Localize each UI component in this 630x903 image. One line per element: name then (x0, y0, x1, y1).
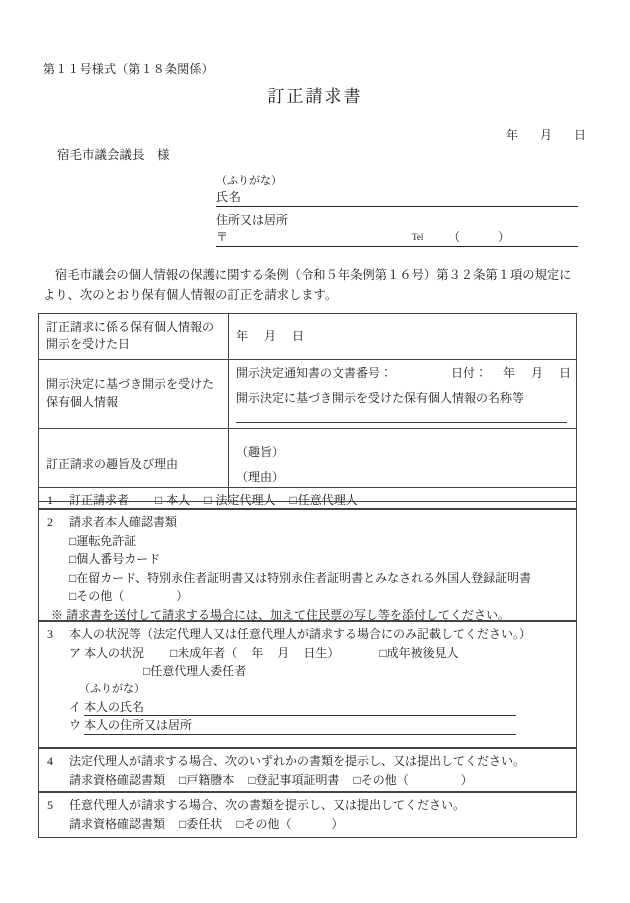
checkbox-minor[interactable]: □未成年者（ (170, 645, 238, 660)
notice-date-group (451, 365, 571, 382)
checkbox-voluntary-representative[interactable]: □ (289, 493, 297, 507)
row-value-disclosed-info[interactable] (229, 359, 577, 428)
date-month-label: 月 (539, 128, 552, 142)
postal-code-icon: 〒 (216, 229, 229, 244)
section-5-voluntary-representative (38, 792, 577, 838)
applicant-furigana-label: （ふりがな） (216, 175, 282, 187)
checkbox-other-document[interactable]: □その他（ (353, 772, 409, 787)
applicant-block (216, 175, 578, 247)
checkbox-voluntary-representative-label: 任意代理人 (297, 493, 358, 507)
section-1-requester (38, 487, 577, 509)
section-2-title: 請求者本人確認書類 (69, 515, 178, 529)
section-4-documents-line (47, 771, 568, 790)
section-5-documents-line (47, 815, 568, 834)
section-5-number: 5 (47, 798, 53, 812)
year-label: 年 (236, 328, 249, 343)
item-u-marker: ウ (69, 718, 82, 733)
checkbox-family-register[interactable]: □戸籍謄本 (179, 772, 235, 787)
applicant-name-label-second: 名 (229, 189, 243, 204)
minor-birth-month: 月 (277, 645, 290, 660)
minor-birth-day: 日生） (303, 645, 340, 660)
document-number-label: 開示決定通知書の文書番号： (236, 365, 393, 380)
checkbox-other-label: □その他（ (69, 589, 125, 604)
document-date-line (506, 126, 586, 144)
applicant-address-field[interactable] (216, 229, 578, 247)
row-label-disclosed-info: 開示決定に基づき開示を受けた保有個人情報 (39, 359, 229, 428)
checkbox-other-close: ） (460, 772, 473, 787)
checkbox-self-label: 本人 (166, 493, 191, 507)
main-information-table (38, 313, 577, 502)
qualification-documents-label: 請求資格確認書類 (69, 816, 166, 831)
checkbox-self[interactable]: □ (155, 493, 163, 507)
section-2-number: 2 (47, 515, 53, 529)
principal-furigana-label: （ふりがな） (79, 682, 145, 695)
section-4-heading (47, 752, 568, 771)
section-3-heading (47, 625, 568, 644)
item-i-marker: イ (69, 699, 82, 714)
section-2-identity-documents (38, 509, 577, 621)
section-3-item-a (47, 644, 568, 663)
applicant-name-field[interactable] (216, 189, 578, 207)
checkbox-legal-representative[interactable]: □ (204, 493, 212, 507)
checkbox-power-of-attorney[interactable]: □委任状 (179, 816, 223, 831)
table-row (39, 359, 577, 428)
disclosed-info-write-line[interactable] (236, 412, 567, 423)
telephone-label: Tel (412, 231, 424, 242)
disclosure-notice-line (236, 365, 572, 382)
section-1-number: 1 (47, 493, 53, 507)
date-year-label: 年 (505, 128, 518, 142)
telephone-paren-open: （ (448, 229, 461, 244)
reason-sublabel: （理由） (236, 469, 285, 484)
checkbox-residence-card[interactable]: □在留カード、特別永住者証明書又は特別永住者証明書とみなされる外国人登録証明書 (69, 570, 532, 585)
day-label: 日 (292, 328, 305, 343)
checkbox-other-document[interactable] (47, 587, 568, 606)
applicant-name-label-first: 氏 (216, 189, 230, 204)
item-a-label: 本人の状況 (84, 645, 145, 660)
checkbox-voluntary-delegator[interactable]: □任意代理人委任者 (143, 664, 247, 679)
section-1-line (47, 491, 568, 510)
date-label: 日付： (451, 365, 488, 380)
principal-address-field[interactable]: 本人の住所又は居所 (84, 717, 516, 734)
table-row (39, 314, 577, 360)
row-label-disclosure-date: 訂正請求に係る保有個人情報の開示を受けた日 (39, 314, 229, 360)
form-number: 第１１号様式（第１８条関係） (43, 62, 214, 76)
row-label-purpose-reason: 訂正請求の趣旨及び理由 (39, 428, 229, 501)
checkbox-legal-representative-label: 法定代理人 (215, 493, 276, 507)
section-2-note: ※ 請求書を送付して請求する場合には、加えて住民票の写し等を添付してください。 (51, 607, 511, 622)
row-value-disclosure-date[interactable] (229, 314, 577, 360)
checkbox-other-close: ） (176, 589, 189, 604)
month-label: 月 (264, 328, 277, 343)
section-3-number: 3 (47, 627, 53, 641)
applicant-address-label: 住所又は居所 (216, 212, 289, 227)
item-a-marker: ア (69, 645, 82, 660)
section-1-title: 訂正請求者 (69, 493, 130, 507)
section-5-heading (47, 796, 568, 815)
day-label: 日 (559, 365, 572, 380)
checkbox-my-number-card[interactable]: □個人番号カード (69, 552, 161, 567)
date-day-label: 日 (573, 128, 586, 142)
principal-name-field[interactable]: 本人の氏名 (84, 699, 516, 716)
year-label: 年 (503, 365, 516, 380)
checkbox-other-document[interactable]: □その他（ (236, 816, 292, 831)
telephone-paren-close: ） (498, 229, 511, 244)
section-4-legal-representative (38, 748, 577, 792)
disclosed-info-name-label: 開示決定に基づき開示を受けた保有個人情報の名称等 (236, 391, 525, 406)
section-4-number: 4 (47, 754, 53, 768)
checkbox-adult-ward[interactable]: □成年被後見人 (379, 645, 459, 660)
section-4-title: 法定代理人が請求する場合、次のいずれかの書類を提示し、又は提出してください。 (69, 754, 526, 768)
checkbox-registry-certificate[interactable]: □登記事項証明書 (248, 772, 340, 787)
checkbox-other-close: ） (331, 816, 344, 831)
qualification-documents-label: 請求資格確認書類 (69, 772, 166, 787)
purpose-sublabel: （趣旨） (236, 444, 285, 459)
section-2-heading (47, 513, 568, 532)
section-3-principal-status (38, 621, 577, 748)
section-3-title: 本人の状況等（法定代理人又は任意代理人が請求する場合にのみ記載してください。） (69, 627, 532, 641)
page-title: 訂正請求書 (267, 87, 363, 106)
minor-birth-year: 年 (251, 645, 264, 660)
body-paragraph: 宿毛市議会の個人情報の保護に関する条例（令和５年条例第１６号）第３２条第１項の規定により、次のとおり保有個人情報の訂正を請求します。 (43, 268, 572, 302)
section-5-title: 任意代理人が請求する場合、次の書類を提示し、又は提出してください。 (69, 798, 466, 812)
section-3-item-u (47, 716, 568, 735)
month-label: 月 (531, 365, 544, 380)
checkbox-drivers-license[interactable]: □運転免許証 (69, 533, 137, 548)
addressee: 宿毛市議会議長 様 (57, 148, 170, 162)
section-3-item-i (47, 698, 568, 717)
